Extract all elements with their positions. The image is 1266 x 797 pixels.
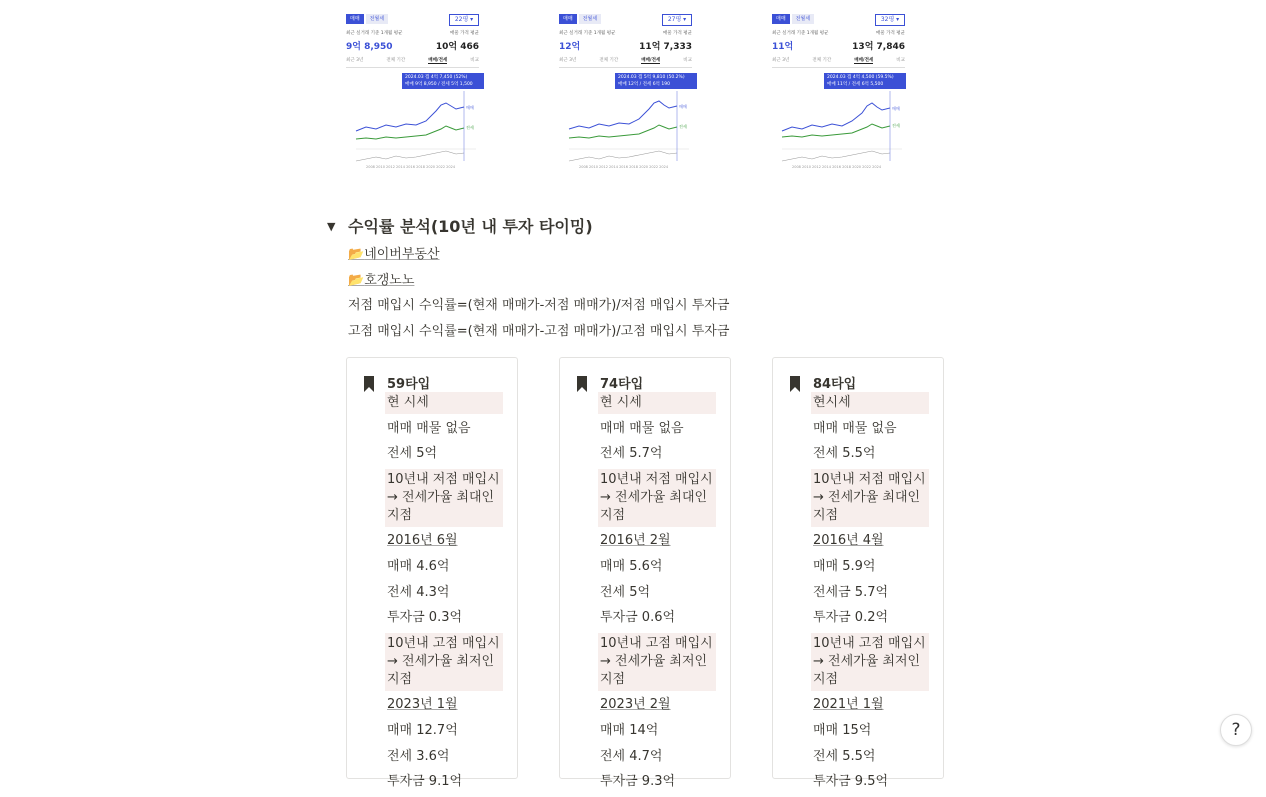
tab-all[interactable]: 전체 기간 xyxy=(812,58,832,63)
tab-compare[interactable]: 비교 xyxy=(683,58,692,63)
tab-3y[interactable]: 최근 3년 xyxy=(346,58,364,63)
list-item: 전세 5.5억 xyxy=(813,748,876,764)
list-item: 전세 4.3억 xyxy=(387,584,450,600)
chart-thumbnail-22 xyxy=(340,8,485,168)
naver-link[interactable]: 📂네이버부동산 xyxy=(348,247,440,262)
list-item: 전세금 5.7억 xyxy=(813,584,889,600)
folder-icon: 📂 xyxy=(348,273,365,288)
tab-3y[interactable]: 최근 3년 xyxy=(559,58,577,63)
tab-all[interactable]: 전체 기간 xyxy=(386,58,406,63)
list-item: 전세 3.6억 xyxy=(387,748,450,764)
caption-left: 최근 실거래 기준 1개월 평균 xyxy=(559,31,616,36)
size-select[interactable]: 22평 ▾ xyxy=(449,14,479,26)
chart-tooltip: 2024.03 갭 5억 9,810 (50.2%) 매매 12억 / 전세 6억 190 xyxy=(615,73,697,89)
list-item: 매매 매물 없음 xyxy=(813,420,897,436)
caption-left: 최근 실거래 기준 1개월 평균 xyxy=(346,31,403,36)
recent-trade-value: 12억 xyxy=(559,42,581,52)
list-item: 투자금 0.2억 xyxy=(813,610,889,626)
card-title: 74타입 xyxy=(600,377,644,392)
recent-trade-value: 11억 xyxy=(772,42,794,52)
high-point-callout: 10년내 고점 매입시→ 전세가율 최저인 지점 xyxy=(811,633,929,691)
listing-avg-value: 13억 7,846 xyxy=(852,42,905,52)
low-point-date[interactable]: 2016년 4월 xyxy=(813,533,884,549)
price-line-chart xyxy=(772,91,912,169)
formula-high: 고점 매입시 수익률=(현재 매매가-고점 매매가)/고점 매입시 투자금 xyxy=(348,324,730,339)
list-item: 투자금 0.3억 xyxy=(387,610,463,626)
high-point-date[interactable]: 2021년 1월 xyxy=(813,697,884,713)
list-item: 전세 5억 xyxy=(387,446,438,462)
bookmark-icon xyxy=(363,376,375,392)
current-price-label: 현 시세 xyxy=(385,392,503,414)
recent-trade-value: 9억 8,950 xyxy=(346,42,393,52)
period-tabs xyxy=(772,57,905,68)
caption-right: 매물 가격 평균 xyxy=(663,31,692,36)
list-item: 전세 4.7억 xyxy=(600,748,663,764)
card-title: 84타입 xyxy=(813,377,857,392)
list-item: 매매 매물 없음 xyxy=(387,420,471,436)
listing-avg-value: 11억 7,333 xyxy=(639,42,692,52)
tab-sale-rent[interactable]: 매매/전세 xyxy=(428,58,448,63)
list-item: 매매 5.9억 xyxy=(813,558,876,574)
tab-rent[interactable]: 전월세 xyxy=(579,14,602,24)
high-point-callout: 10년내 고점 매입시→ 전세가율 최저인 지점 xyxy=(598,633,716,691)
svg-text:2008 2010 2012 2014 2016 2018: 2008 2010 2012 2014 2016 2018 2020 2022 2024 xyxy=(579,165,669,169)
price-line-chart xyxy=(559,91,699,169)
svg-text:전세: 전세 xyxy=(679,124,687,129)
svg-text:매매: 매매 xyxy=(679,104,687,109)
period-tabs xyxy=(346,57,479,68)
list-item: 매매 12.7억 xyxy=(387,722,458,738)
list-item: 매매 5.6억 xyxy=(600,558,663,574)
low-point-date[interactable]: 2016년 6월 xyxy=(387,533,458,549)
size-select[interactable]: 32평 ▾ xyxy=(875,14,905,26)
svg-text:2008 2010 2012 2014 2016 2018: 2008 2010 2012 2014 2016 2018 2020 2022 2024 xyxy=(366,165,456,169)
tab-sale-rent[interactable]: 매매/전세 xyxy=(641,58,661,63)
low-point-callout: 10년내 저점 매입시→ 전세가율 최대인 지점 xyxy=(385,469,503,527)
svg-text:매매: 매매 xyxy=(892,106,900,111)
section-heading: 수익률 분석(10년 내 투자 타이밍) xyxy=(348,217,593,236)
caption-right: 매물 가격 평균 xyxy=(450,31,479,36)
card-title: 59타입 xyxy=(387,377,431,392)
low-point-callout: 10년내 저점 매입시→ 전세가율 최대인 지점 xyxy=(811,469,929,527)
high-point-date[interactable]: 2023년 2월 xyxy=(600,697,671,713)
formula-low: 저점 매입시 수익률=(현재 매매가-저점 매매가)/저점 매입시 투자금 xyxy=(348,298,730,313)
tab-compare[interactable]: 비교 xyxy=(896,58,905,63)
tab-rent[interactable]: 전월세 xyxy=(792,14,815,24)
list-item: 투자금 9.5억 xyxy=(813,774,889,790)
bookmark-icon xyxy=(789,376,801,392)
caption-left: 최근 실거래 기준 1개월 평균 xyxy=(772,31,829,36)
list-item: 전세 5.5억 xyxy=(813,446,876,462)
type-card-84 xyxy=(772,357,944,790)
caption-right: 매물 가격 평균 xyxy=(876,31,905,36)
price-line-chart xyxy=(346,91,486,169)
current-price-label: 현시세 xyxy=(811,392,929,414)
type-card-59 xyxy=(346,357,518,790)
low-point-callout: 10년내 저점 매입시→ 전세가율 최대인 지점 xyxy=(598,469,716,527)
list-item: 매매 매물 없음 xyxy=(600,420,684,436)
listing-avg-value: 10억 466 xyxy=(435,42,479,52)
tab-all[interactable]: 전체 기간 xyxy=(599,58,619,63)
chart-tooltip: 2024.03 갭 4억 4,500 (59.5%) 매매 11억 / 전세 6억 5,500 xyxy=(824,73,906,89)
type-card-74 xyxy=(559,357,731,790)
help-button[interactable]: ? xyxy=(1220,714,1252,746)
tab-sale[interactable]: 매매 xyxy=(559,14,577,24)
low-point-date[interactable]: 2016년 2월 xyxy=(600,533,671,549)
size-select[interactable]: 27평 ▾ xyxy=(662,14,692,26)
list-item: 전세 5억 xyxy=(600,584,651,600)
high-point-callout: 10년내 고점 매입시→ 전세가율 최저인 지점 xyxy=(385,633,503,691)
tab-3y[interactable]: 최근 3년 xyxy=(772,58,790,63)
chart-thumbnails xyxy=(340,8,940,178)
tab-compare[interactable]: 비교 xyxy=(470,58,479,63)
bookmark-icon xyxy=(576,376,588,392)
svg-text:전세: 전세 xyxy=(466,125,474,130)
list-item: 매매 14억 xyxy=(600,722,659,738)
list-item: 전세 5.7억 xyxy=(600,446,663,462)
chart-thumbnail-27 xyxy=(553,8,698,168)
svg-text:전세: 전세 xyxy=(892,123,900,128)
list-item: 투자금 9.1억 xyxy=(387,774,463,790)
tab-sale[interactable]: 매매 xyxy=(772,14,790,24)
hogang-link[interactable]: 📂호갱노노 xyxy=(348,273,415,288)
tab-sale-rent[interactable]: 매매/전세 xyxy=(854,58,874,63)
chart-tooltip: 2024.03 갭 4억 7,450 (52%) 매매 9억 8,950 / 전세 5억 1,500 xyxy=(402,73,484,89)
svg-text:매매: 매매 xyxy=(466,105,474,110)
list-item: 투자금 9.3억 xyxy=(600,774,676,790)
list-item: 매매 15억 xyxy=(813,722,872,738)
chart-thumbnail-32 xyxy=(766,8,911,168)
folder-icon: 📂 xyxy=(348,247,365,262)
tab-sale[interactable]: 매매 xyxy=(346,14,364,24)
svg-text:2008 2010 2012 2014 2016 2018: 2008 2010 2012 2014 2016 2018 2020 2022 2024 xyxy=(792,165,882,169)
high-point-date[interactable]: 2023년 1월 xyxy=(387,697,458,713)
list-item: 매매 4.6억 xyxy=(387,558,450,574)
current-price-label: 현 시세 xyxy=(598,392,716,414)
toggle-triangle-icon[interactable]: ▼ xyxy=(327,220,336,233)
period-tabs xyxy=(559,57,692,68)
tab-rent[interactable]: 전월세 xyxy=(366,14,389,24)
list-item: 투자금 0.6억 xyxy=(600,610,676,626)
